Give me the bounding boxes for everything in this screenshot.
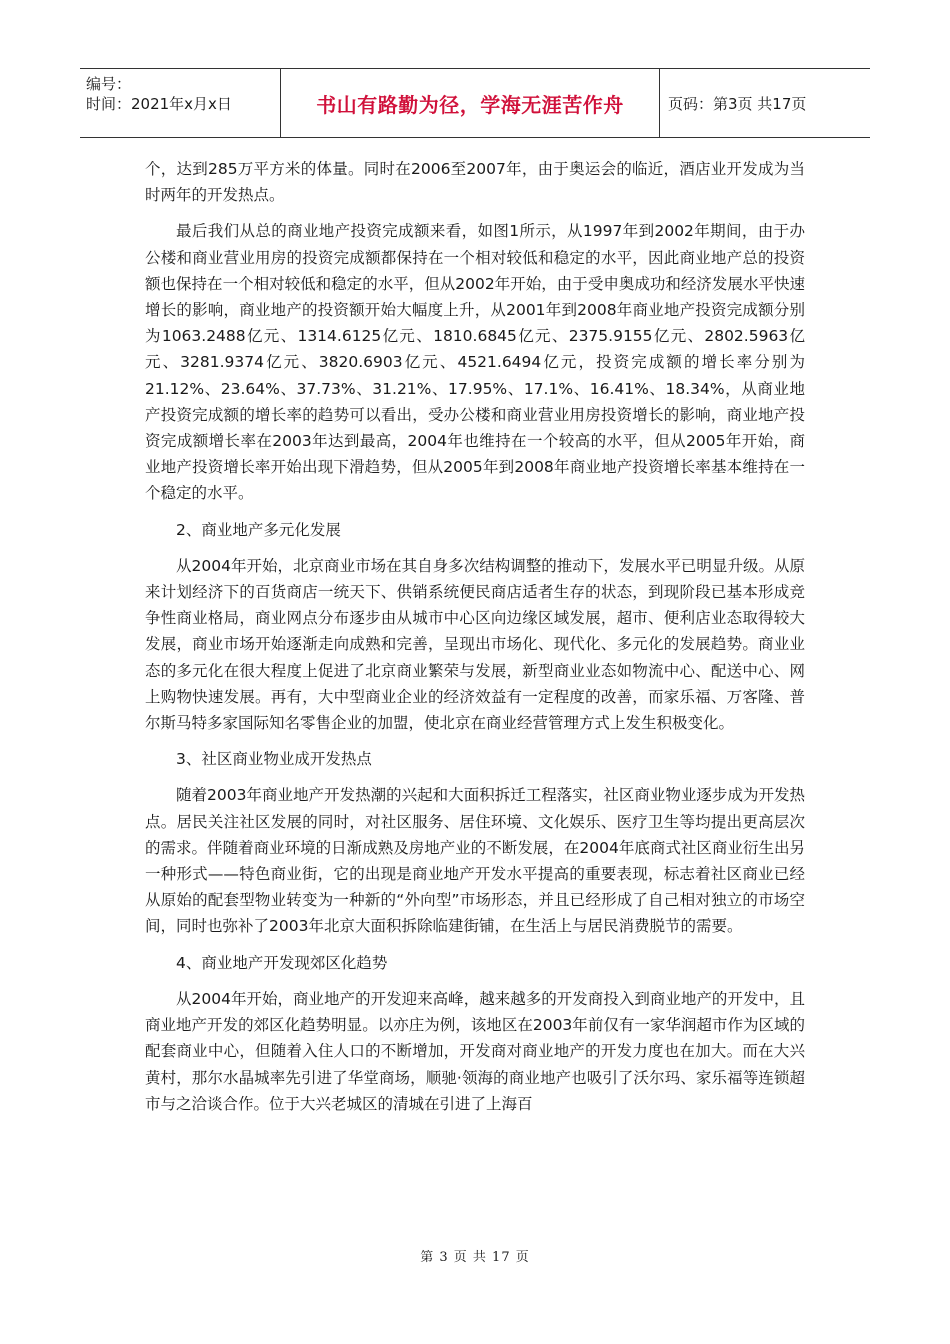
document-time-label: 时间：2021年x月x日 [86, 95, 232, 113]
header-motto: 书山有路勤为径，学海无涯苦作舟 [281, 69, 660, 137]
body-paragraph: 最后我们从总的商业地产投资完成额来看，如图1所示，从1997年到2002年期间，由于办公楼和商业营业用房的投资完成额都保持在一个相对较低和稳定的水平，因此商业地产总的投资额也保持在一个相对较低和稳定的水平，但从2002年开始，由于受申奥成功和经济发展水平快速增长的影响，商业地产的投资额开始大幅度上升，从2001年到2008年商业地产投资完成额分别为1063.2488亿元、1314.6125亿元、1810.6845亿元、2375.9155亿元、2802.5963亿元、3281.9374亿元、3820.6903亿元、4521.6494亿元，投资完成额的增长率分别为21.12%、23.64%、37.73%、31.21%、17.95%、17.1%、16.41%、18.34%，从商业地产投资完成额的增长率的趋势可以看出，受办公楼和商业营业用房投资增长的影响，商业地产投资完成额增长率在2003年达到最高，2004年也维持在一个较高的水平，但从2005年开始，商业地产投资增长率开始出现下滑趋势，但从2005年到2008年商业地产投资增长率基本维持在一个稳定的水平。 [145, 222, 805, 503]
section-heading: 2、商业地产多元化发展 [176, 520, 341, 539]
page-footer: 第 3 页 共 17 页 [420, 1250, 530, 1265]
body-paragraph: 个，达到285万平方米的体量。同时在2006至2007年，由于奥运会的临近，酒店业开发成为当时两年的开发热点。 [145, 160, 805, 205]
header-meta [80, 69, 281, 137]
document-body [145, 156, 805, 1117]
body-paragraph: 从2004年开始，北京商业市场在其自身多次结构调整的推动下，发展水平已明显升级。从原来计划经济下的百货商店一统天下、供销系统便民商店适者生存的状态，到现阶段已基本形成竞争性商业格局，商业网点分布逐步由从城市中心区向边缘区域发展，超市、便利店业态取得较大发展，商业市场开始逐渐走向成熟和完善，呈现出市场化、现代化、多元化的发展趋势。商业业态的多元化在很大程度上促进了北京商业繁荣与发展，新型商业业态如物流中心、配送中心、网上购物快速发展。再有，大中型商业企业的经济效益有一定程度的改善，而家乐福、万客隆、普尔斯马特多家国际知名零售企业的加盟，使北京在商业经营管理方式上发生积极变化。 [145, 556, 805, 733]
document-number-label: 编号： [86, 75, 132, 93]
body-paragraph: 从2004年开始，商业地产的开发迎来高峰，越来越多的开发商投入到商业地产的开发中，且商业地产开发的郊区化趋势明显。以亦庄为例，该地区在2003年前仅有一家华润超市作为区域的配套商业中心，但随着入住人口的不断增加，开发商对商业地产的开发力度也在加大。而在大兴黄村，那尔水晶城率先引进了华堂商场，顺驰·领海的商业地产也吸引了沃尔玛、家乐福等连锁超市与之洽谈合作。位于大兴老城区的清城在引进了上海百 [145, 989, 805, 1113]
section-heading: 3、社区商业物业成开发热点 [176, 750, 372, 769]
header-page-info: 页码：第3页 共17页 [668, 94, 807, 113]
body-paragraph: 随着2003年商业地产开发热潮的兴起和大面积拆迁工程落实，社区商业物业逐步成为开发热点。居民关注社区发展的同时，对社区服务、居住环境、文化娱乐、医疗卫生等均提出更高层次的需求。伴随着商业环境的日渐成熟及房地产业的不断发展，在2004年底商式社区商业衍生出另一种形式——特色商业街，它的出现是商业地产开发水平提高的重要表现，标志着社区商业已经从原始的配套型物业转变为一种新的“外向型”市场形态，并且已经形成了自己相对独立的市场空间，同时也弥补了2003年北京大面积拆除临建街铺，在生活上与居民消费脱节的需要。 [145, 786, 805, 936]
section-heading: 4、商业地产开发现郊区化趋势 [176, 953, 388, 972]
page-header [80, 68, 870, 138]
